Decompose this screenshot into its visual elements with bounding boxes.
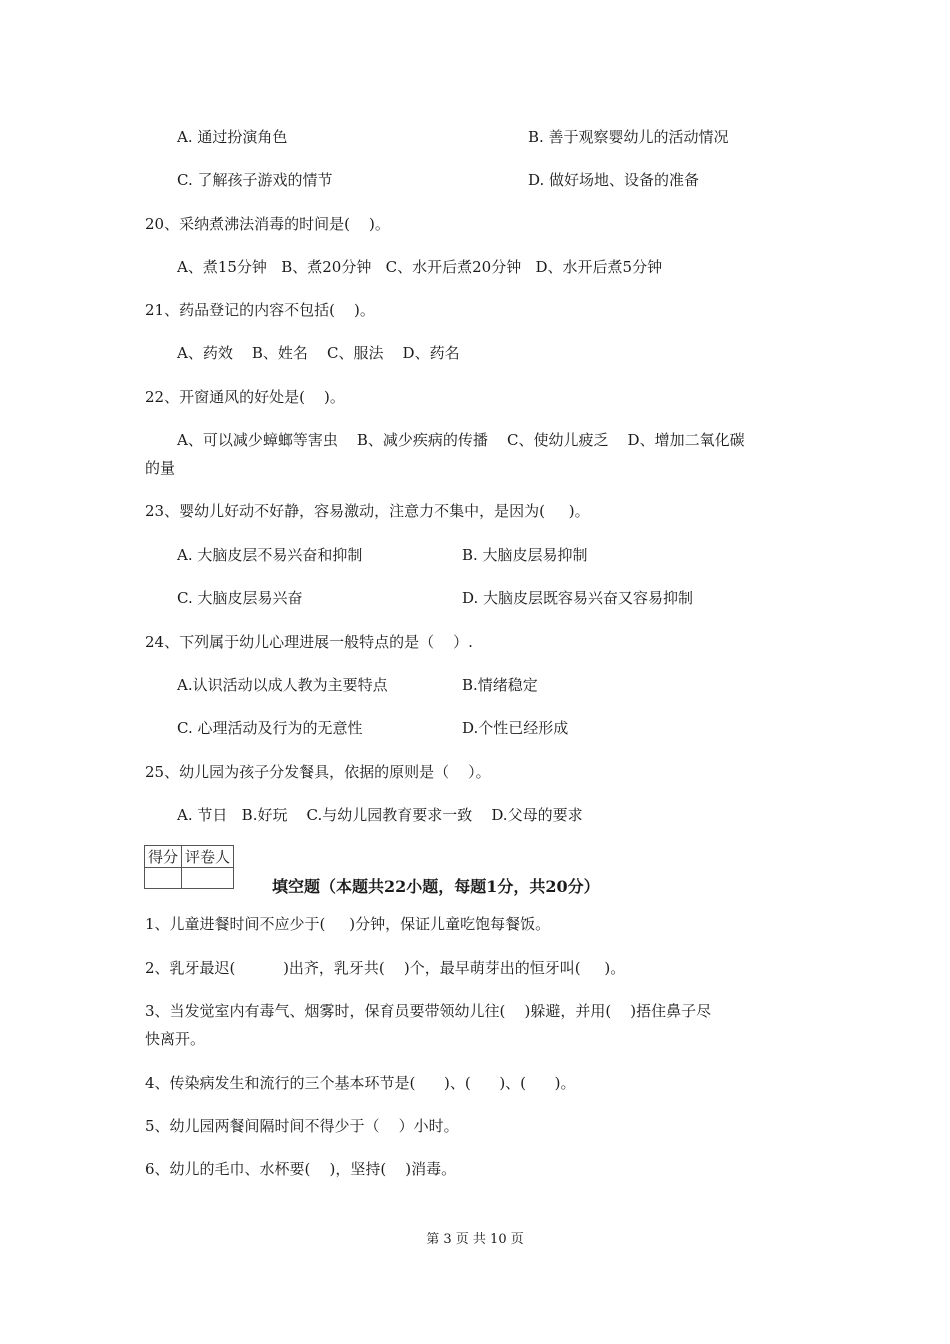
fill-question-6: 6、幼儿的毛巾、水杯要( )，坚持( )消毒。 (145, 1160, 457, 1178)
score-cell (145, 868, 182, 889)
q23-option-c: C. 大脑皮层易兴奋 (177, 589, 303, 607)
page-footer: 第 3 页 共 10 页 (426, 1232, 524, 1247)
fill-question-4: 4、传染病发生和流行的三个基本环节是( )、( )、( )。 (145, 1074, 576, 1092)
score-table (144, 845, 234, 889)
fill-question-1: 1、儿童进餐时间不应少于( )分钟，保证儿童吃饱每餐饭。 (145, 915, 551, 933)
fill-question-5: 5、幼儿园两餐间隔时间不得少于（ ）小时。 (145, 1117, 459, 1135)
q24-option-b: B.情绪稳定 (462, 676, 538, 694)
question-24: 24、下列属于幼儿心理进展一般特点的是（ ）. (145, 633, 473, 651)
question-25-options: A. 节日 B.好玩 C.与幼儿园教育要求一致 D.父母的要求 (177, 806, 583, 824)
question-22: 22、开窗通风的好处是( )。 (145, 388, 345, 406)
q23-option-b: B. 大脑皮层易抑制 (462, 546, 588, 564)
section-title: 填空题（本题共22小题，每题1分，共20分） (272, 877, 600, 896)
question-20: 20、采纳煮沸法消毒的时间是( )。 (145, 215, 390, 233)
q24-option-a: A.认识活动以成人教为主要特点 (177, 676, 388, 694)
question-22-options: A、可以减少蟑螂等害虫 B、减少疾病的传播 C、使幼儿疲乏 D、增加二氧化碳 (177, 431, 745, 449)
grader-header: 评卷人 (182, 846, 234, 868)
question-21-options: A、药效 B、姓名 C、服法 D、药名 (177, 344, 460, 362)
question-23: 23、婴幼儿好动不好静，容易激动，注意力不集中，是因为( )。 (145, 502, 590, 520)
q19-option-c: C. 了解孩子游戏的情节 (177, 171, 333, 189)
question-20-options: A、煮15分钟 B、煮20分钟 C、水开后煮20分钟 D、水开后煮5分钟 (177, 258, 663, 276)
q24-option-c: C. 心理活动及行为的无意性 (177, 719, 363, 737)
q19-option-a: A. 通过扮演角色 (177, 128, 288, 146)
q24-option-d: D.个性已经形成 (462, 719, 569, 737)
question-25: 25、幼儿园为孩子分发餐具，依据的原则是（ ）。 (145, 763, 491, 781)
q19-option-b: B. 善于观察婴幼儿的活动情况 (528, 128, 729, 146)
q19-option-d: D. 做好场地、设备的准备 (528, 171, 700, 189)
fill-question-3: 3、当发觉室内有毒气、烟雾时，保育员要带领幼儿往( )躲避，并用( )捂住鼻子尽 (145, 1002, 712, 1020)
grader-cell (182, 868, 234, 889)
q23-option-a: A. 大脑皮层不易兴奋和抑制 (177, 546, 363, 564)
fill-question-2: 2、乳牙最迟( )出齐，乳牙共( )个，最早萌芽出的恒牙叫( )。 (145, 959, 626, 977)
question-21: 21、药品登记的内容不包括( )。 (145, 301, 375, 319)
q23-option-d: D. 大脑皮层既容易兴奋又容易抑制 (462, 589, 694, 607)
fill-question-3-cont: 快离开。 (145, 1030, 206, 1048)
score-header: 得分 (145, 846, 182, 868)
question-22-options-cont: 的量 (145, 459, 176, 477)
